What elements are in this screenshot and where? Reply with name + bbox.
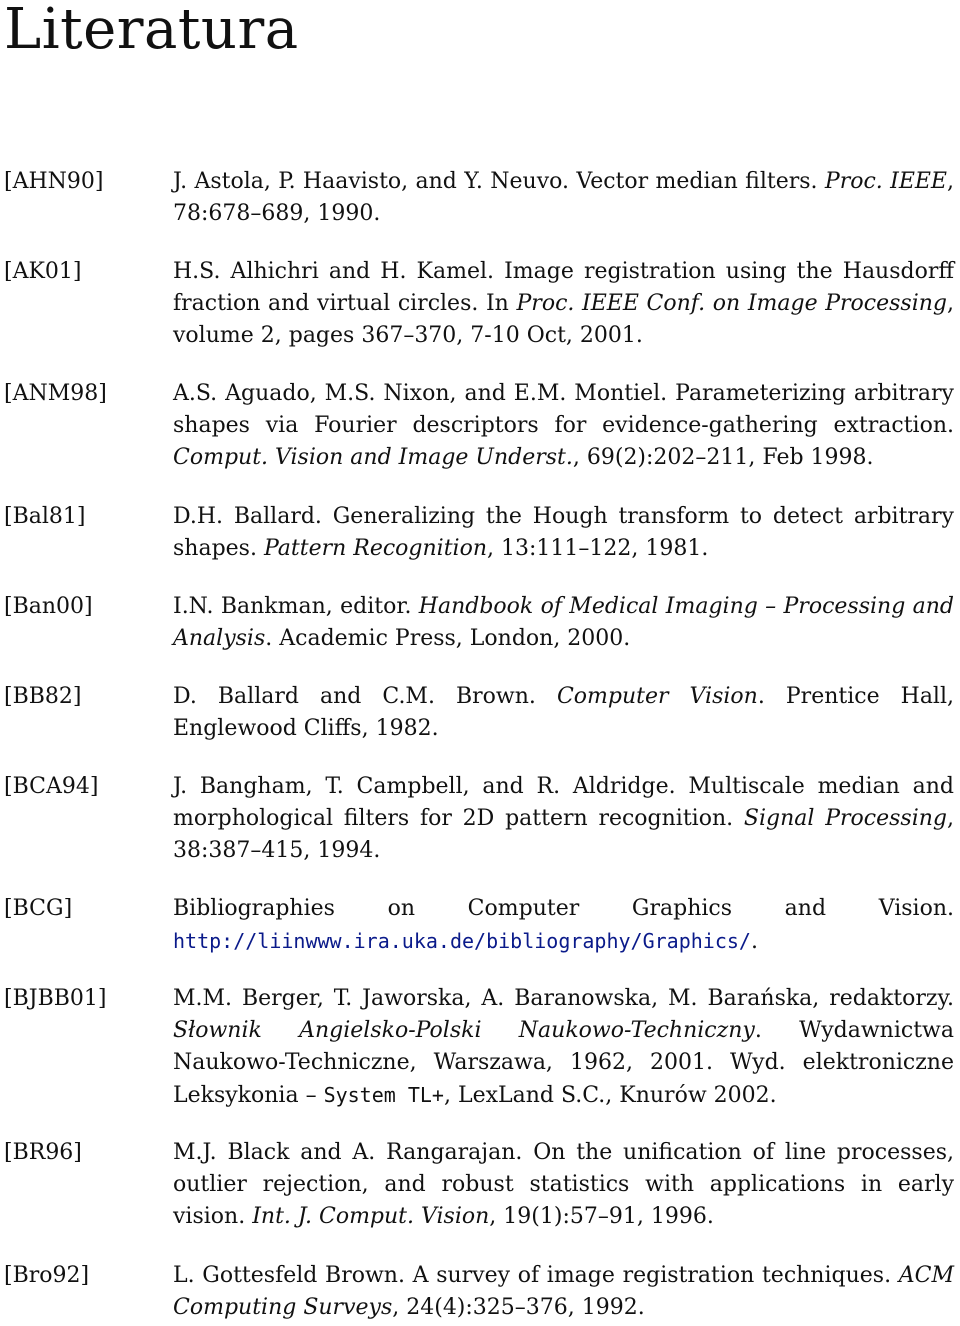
reference-text-segment: , 38:387–415, 1994. — [173, 806, 954, 863]
reference-venue-italic: Słownik Angielsko-Polski Naukowo-Techniczny — [173, 1018, 755, 1043]
citation-key: [BR96] — [4, 1140, 82, 1165]
citation-key: [BB82] — [4, 684, 82, 709]
reference-text-segment: , 78:678–689, 1990. — [173, 169, 954, 226]
citation-key: [BJBB01] — [4, 986, 107, 1011]
reference-text — [173, 501, 954, 565]
reference-text-segment: M.M. Berger, T. Jaworska, A. Baranowska, M. Barańska, redaktorzy. — [173, 986, 954, 1011]
citation-key: [Bal81] — [4, 504, 86, 529]
reference-text — [173, 893, 954, 958]
reference-text-segment: D.H. Ballard. Generalizing the Hough transform to detect arbitrary shapes. — [173, 504, 954, 561]
reference-text-segment: . Wydawnictwa Naukowo-Techniczne, Warszawa, 1962, 2001. Wyd. elektroniczne Leksykonia – — [173, 1018, 954, 1108]
reference-text-segment: J. Bangham, T. Campbell, and R. Aldridge. Multiscale median and morphological filters for 2D pattern recognition. — [173, 774, 954, 831]
reference-text-segment: , 69(2):202–211, Feb 1998. — [572, 445, 874, 470]
reference-text-segment: . Prentice Hall, Englewood Cliffs, 1982. — [173, 684, 954, 741]
reference-text-segment: Bibliographies on Computer Graphics and Vision. — [173, 896, 954, 921]
reference-text — [173, 983, 954, 1112]
reference-text — [173, 378, 954, 474]
reference-text-segment: , 24(4):325–376, 1992. — [392, 1295, 645, 1320]
reference-venue-italic: Int. J. Comput. Vision — [252, 1204, 490, 1229]
citation-key: [ANM98] — [4, 381, 107, 406]
reference-text-segment: A.S. Aguado, M.S. Nixon, and E.M. Montiel. Parameterizing arbitrary shapes via Fourier descriptors for evidence-gathering extraction. — [173, 381, 954, 438]
reference-text-segment: System TL+ — [323, 1083, 444, 1107]
reference-venue-italic: Signal Processing — [743, 806, 947, 831]
citation-key: [BCA94] — [4, 774, 99, 799]
citation-key: [Bro92] — [4, 1263, 90, 1288]
reference-text-segment: . — [750, 929, 758, 954]
reference-text — [173, 1260, 954, 1324]
reference-text-segment: L. Gottesfeld Brown. A survey of image registration techniques. — [173, 1263, 899, 1288]
reference-venue-italic: Proc. IEEE Conf. on Image Processing — [516, 291, 947, 316]
reference-text — [173, 771, 954, 867]
reference-text-segment: D. Ballard and C.M. Brown. — [173, 684, 557, 709]
reference-url-link[interactable]: http://liinwww.ira.uka.de/bibliography/Graphics/ — [173, 929, 751, 953]
reference-venue-italic: Computer Vision — [556, 684, 758, 709]
reference-text-segment: M.J. Black and A. Rangarajan. On the unification of line processes, outlier rejection, and robust statistics with applications in early vision. — [173, 1140, 954, 1229]
reference-text — [173, 166, 954, 230]
citation-key: [AK01] — [4, 259, 82, 284]
reference-text-segment: , volume 2, pages 367–370, 7-10 Oct, 2001. — [173, 291, 954, 348]
reference-venue-italic: Pattern Recognition — [263, 536, 488, 561]
reference-venue-italic: ACM Computing Surveys — [173, 1263, 954, 1320]
page-title: Literatura — [4, 0, 299, 62]
citation-key: [BCG] — [4, 896, 73, 921]
reference-text-segment: , LexLand S.C., Knurów 2002. — [443, 1083, 777, 1108]
reference-text — [173, 591, 954, 655]
reference-text — [173, 1137, 954, 1233]
citation-key: [Ban00] — [4, 594, 93, 619]
reference-venue-italic: Comput. Vision and Image Underst. — [173, 445, 573, 470]
reference-text — [173, 256, 954, 352]
reference-text-segment: H.S. Alhichri and H. Kamel. Image registration using the Hausdorff fraction and virtual circles. In — [173, 259, 954, 316]
reference-venue-italic: Proc. IEEE — [824, 169, 947, 194]
reference-text-segment: I.N. Bankman, editor. — [173, 594, 419, 619]
reference-text-segment: J. Astola, P. Haavisto, and Y. Neuvo. Vector median filters. — [173, 169, 825, 194]
reference-text-segment: , 13:111–122, 1981. — [487, 536, 709, 561]
reference-text-segment: . Academic Press, London, 2000. — [265, 626, 631, 651]
citation-key: [AHN90] — [4, 169, 104, 194]
reference-venue-italic: Handbook of Medical Imaging – Processing and Analysis — [173, 594, 954, 651]
reference-text-segment: , 19(1):57–91, 1996. — [489, 1204, 714, 1229]
reference-text — [173, 681, 954, 745]
